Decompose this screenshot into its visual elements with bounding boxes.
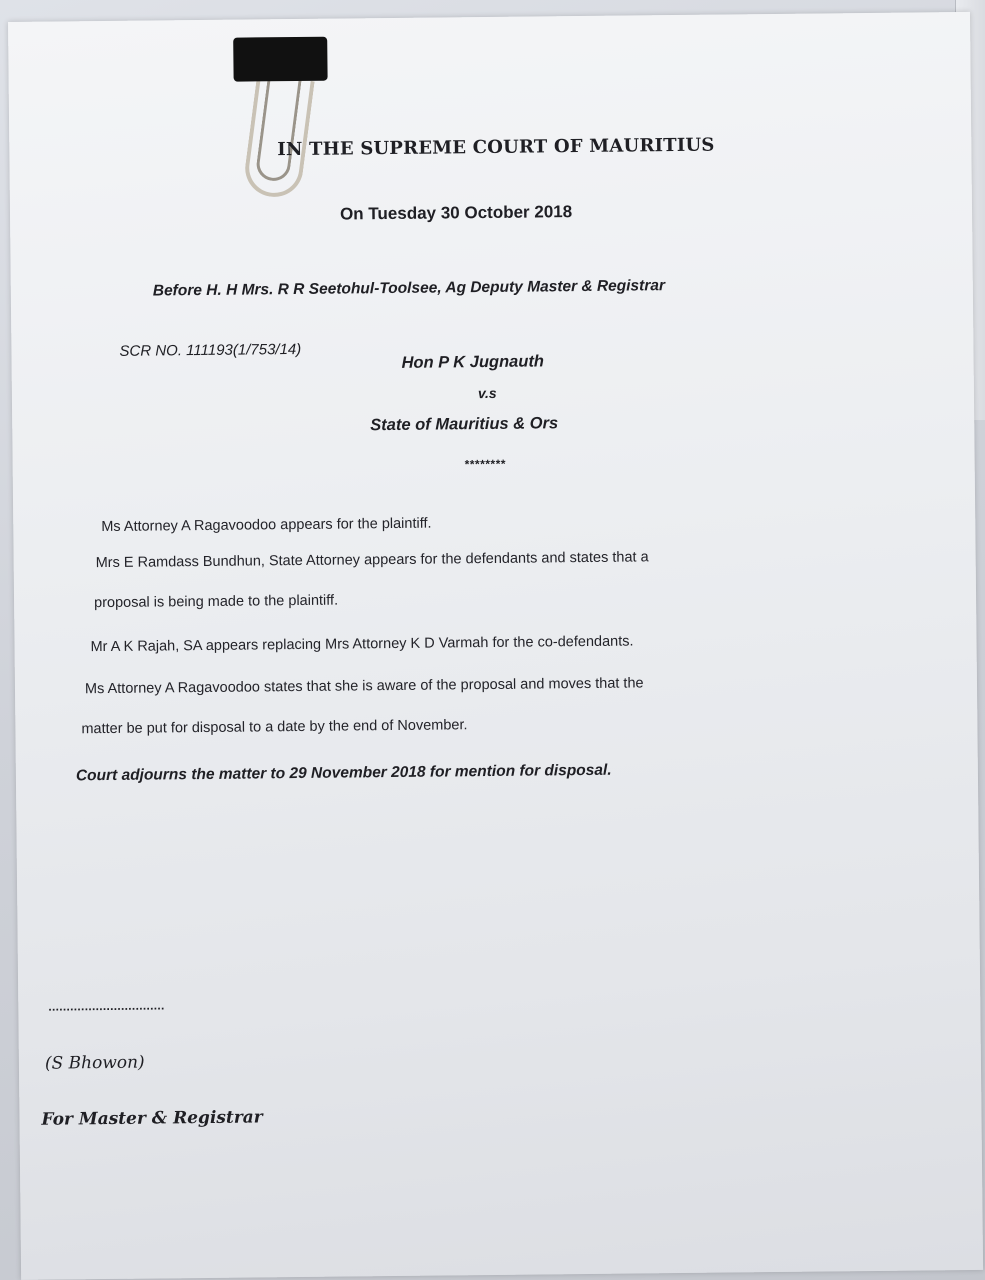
- plaintiff-name: Hon P K Jugnauth: [401, 352, 545, 372]
- case-number: SCR NO. 111193(1/753/14): [119, 340, 302, 360]
- paragraph-codefendants-appearance: Mr A K Rajah, SA appears replacing Mrs Attorney K D Varmah for the co-defendants.: [90, 633, 634, 656]
- binder-clip-icon: [233, 37, 327, 82]
- signatory-role: For Master & Registrar: [41, 1107, 263, 1130]
- adjournment-order: Court adjourns the matter to 29 November 2018 for mention for disposal.: [75, 761, 612, 785]
- paragraph-plaintiff-appearance: Ms Attorney A Ragavoodoo appears for the plaintiff.: [101, 515, 432, 536]
- versus-label: v.s: [477, 384, 497, 402]
- paragraph-motion-line2: matter be put for disposal to a date by the end of November.: [81, 717, 468, 738]
- paragraph-motion-line1: Ms Attorney A Ragavoodoo states that she is aware of the proposal and moves that the: [84, 675, 644, 698]
- defendant-name: State of Mauritius & Ors: [370, 414, 559, 435]
- signatory-name: (S Bhowon): [44, 1052, 145, 1074]
- hearing-date: On Tuesday 30 October 2018: [339, 202, 573, 224]
- separator: ********: [464, 456, 507, 472]
- court-title: IN THE SUPREME COURT OF MAURITIUS: [277, 134, 715, 161]
- paragraph-defendants-appearance-line1: Mrs E Ramdass Bundhun, State Attorney appears for the defendants and states that a: [95, 549, 649, 572]
- paragraph-defendants-appearance-line2: proposal is being made to the plaintiff.: [94, 592, 339, 612]
- presiding-officer: Before H. H Mrs. R R Seetohul-Toolsee, Ag Deputy Master & Registrar: [152, 277, 666, 300]
- court-document-page: [8, 12, 983, 1280]
- signature-line: ................................: [48, 998, 165, 1014]
